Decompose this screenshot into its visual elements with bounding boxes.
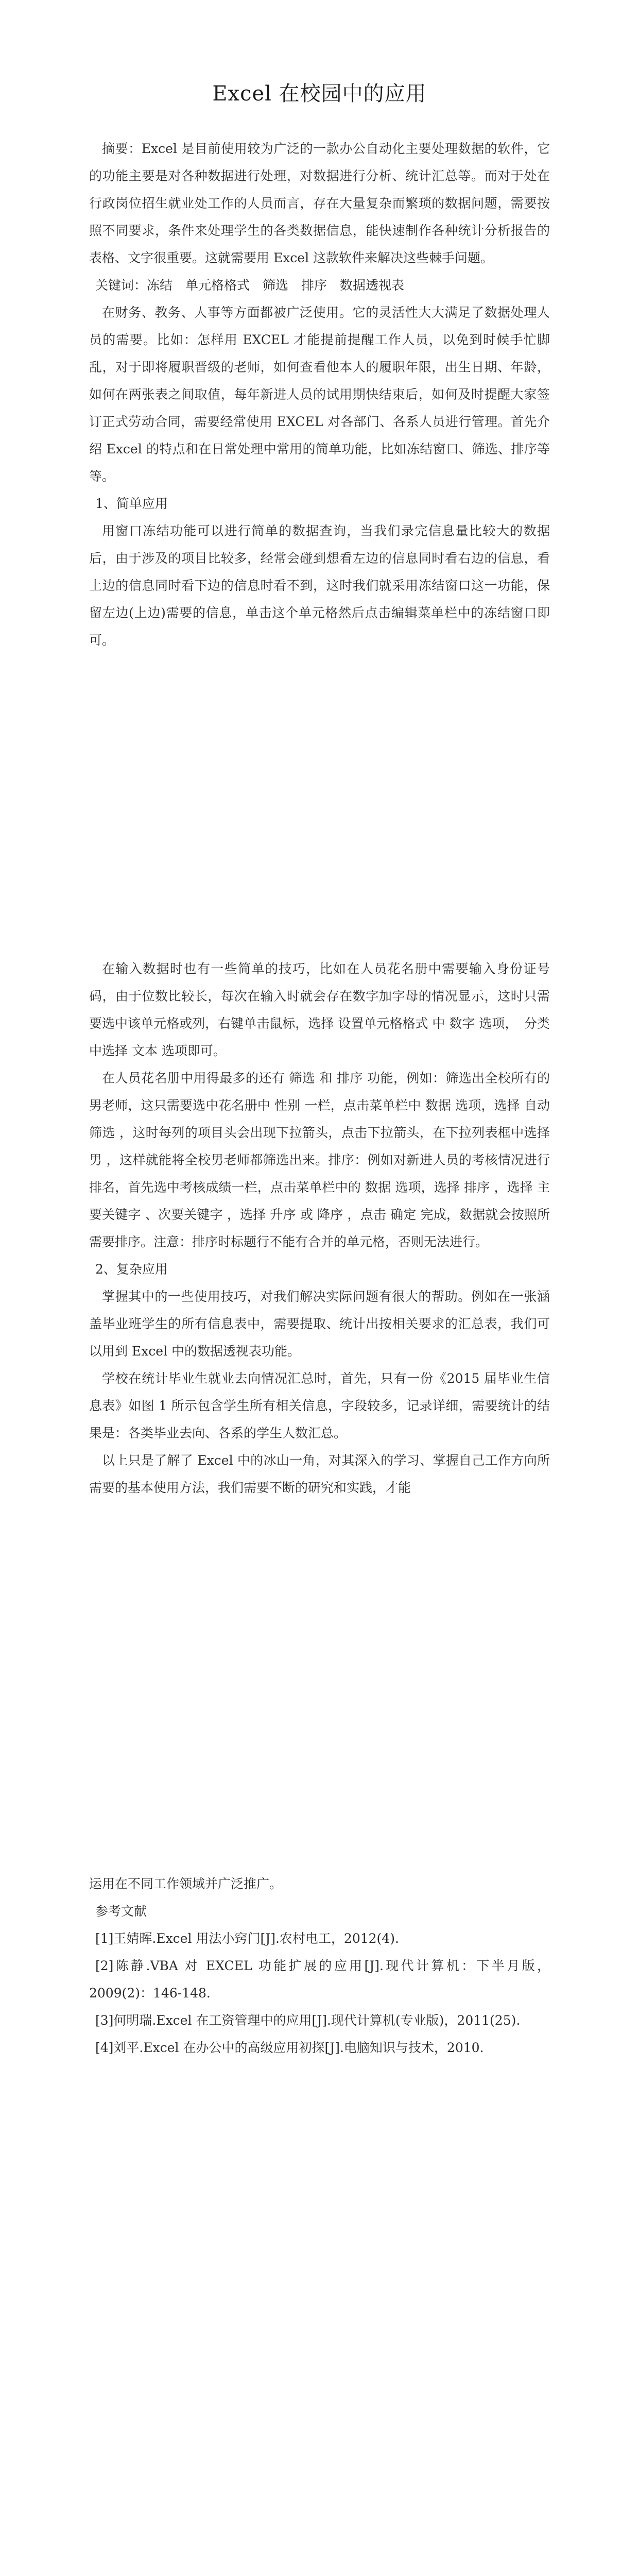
intro-paragraph: 在财务、教务、人事等方面都被广泛使用。它的灵活性大大满足了数据处理人员的需要。比如：怎样用 EXCEL 才能提前提醒工作人员，以免到时候手忙脚乱，对于即将履职晋级的老师，如何查看他本人的履职年限，出生日期、年龄，如何在两张表之间取值，每年新进人员的试用期快结束后，如何及时提醒大家签订正式劳动合同，需要经常使用 EXCEL 对各部门、各系人员进行管理。首先介绍 Excel 的特点和在日常处理中常用的简单功能，比如冻结窗口、筛选、排序等等。 <box>89 305 550 484</box>
section-2-heading: 2、复杂应用 <box>95 1262 168 1277</box>
reference-item: [4]刘平.Excel 在办公中的高级应用初探[J].电脑知识与技术，2010. <box>95 2040 484 2055</box>
section-2-paragraph-1: 掌握其中的一些使用技巧，对我们解决实际问题有很大的帮助。例如在一张涵盖毕业班学生的所有信息表中，需要提取、统计出按相关要求的汇总表，我们可以用到 Excel 中的数据透视表功能。 <box>89 1289 550 1359</box>
section-1-paragraph-3: 在人员花名册中用得最多的还有 筛选 和 排序 功能，例如：筛选出全校所有的男老师，这只需要选中花名册中 性别 一栏，点击菜单栏中 数据 选项，选择 自动筛选 ，这时每列的项目头会出现下拉箭头，点击下拉箭头，在下拉列表框中选择 男 ，这样就能将全校男老师都筛选出来。排序：例如对新进人员的考核情况进行排名，首先选中考核成绩一栏，点击菜单栏中的 数据 选项，选择 排序 ，选择 主要关键字 、次要关键字 ，选择 升序 或 降序 ，点击 确定 完成，数据就会按照所需要排序。注意：排序时标题行不能有合并的单元格，否则无法进行。 <box>89 1071 550 1249</box>
section-2-paragraph-3-end: 运用在不同工作领域并广泛推广。 <box>89 1876 283 1891</box>
section-2-paragraph-2: 学校在统计毕业生就业去向情况汇总时，首先，只有一份《2015 届毕业生信息表》如图 1 所示包含学生所有相关信息，字段较多，记录详细，需要统计的结果是：各类毕业去向、各系的学生人数汇总。 <box>89 1371 550 1440</box>
reference-item: [1]王婧晖.Excel 用法小窍门[J].农村电工，2012(4). <box>95 1931 399 1946</box>
section-2-paragraph-3-start: 以上只是了解了 Excel 中的冰山一角，对其深入的学习、掌握自己工作方向所需要的基本使用方法，我们需要不断的研究和实践，才能 <box>89 1453 550 1495</box>
section-1-paragraph-1: 用窗口冻结功能可以进行简单的数据查询，当我们录完信息量比较大的数据后，由于涉及的项目比较多，经常会碰到想看左边的信息同时看右边的信息，看上边的信息同时看下边的信息时看不到，这时我们就采用冻结窗口这一功能，保留左边(上边)需要的信息，单击这个单元格然后点击编辑菜单栏中的冻结窗口即可。 <box>89 523 550 648</box>
reference-item: [3]何明瑞.Excel 在工资管理中的应用[J].现代计算机(专业版)，2011(25). <box>95 2013 521 2028</box>
section-1-heading: 1、简单应用 <box>95 496 168 511</box>
document-title: Excel 在校园中的应用 <box>212 82 427 106</box>
reference-item: [2]陈静.VBA 对 EXCEL 功能扩展的应用[J].现代计算机：下半月版，2009(2)：146-148. <box>89 1958 550 2001</box>
references-heading: 参考文献 <box>95 1904 147 1919</box>
front-matter <box>89 135 550 654</box>
keywords: 关键词：冻结 单元格格式 筛选 排序 数据透视表 <box>95 278 405 293</box>
section-1-continued <box>89 955 550 1501</box>
abstract: 摘要：Excel 是目前使用较为广泛的一款办公自动化主要处理数据的软件，它的功能主要是对各种数据进行处理，对数据进行分析、统计汇总等。而对于处在行政岗位招生就业处工作的人员而言，存在大量复杂而繁琐的数据问题，需要按照不同要求，条件来处理学生的各类数据信息，能快速制作各种统计分析报告的表格、文字很重要。这就需要用 Excel 这款软件来解决这些棘手问题。 <box>89 141 550 265</box>
closing-and-references <box>89 1870 550 2061</box>
section-1-paragraph-2: 在输入数据时也有一些简单的技巧，比如在人员花名册中需要输入身份证号码，由于位数比较长，每次在输入时就会存在数字加字母的情况显示，这时只需要选中该单元格或列，右键单击鼠标，选择 设置单元格格式 中 数字 选项， 分类 中选择 文本 选项即可。 <box>89 961 550 1058</box>
